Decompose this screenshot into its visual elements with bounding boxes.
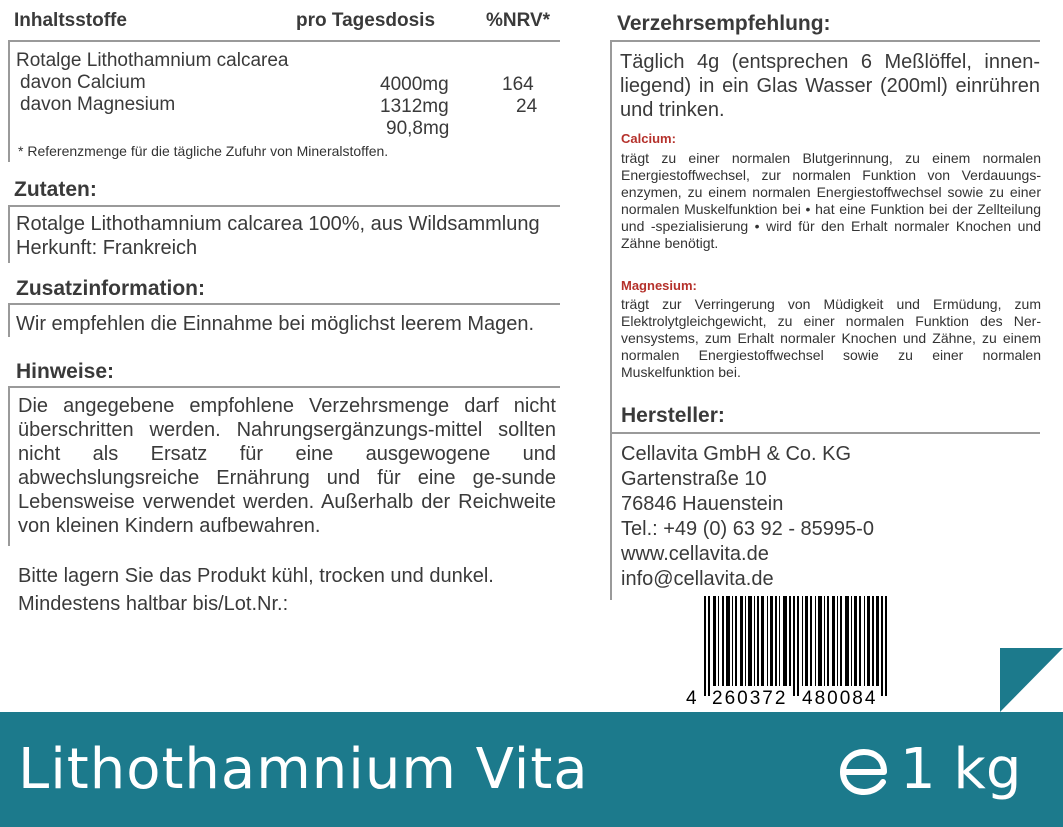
additional-info-text: Wir empfehlen die Einnahme bei möglichst leerem Magen. — [16, 313, 535, 335]
row-lithothamnium-label: Rotalge Lithothamnium calcarea — [16, 50, 289, 71]
row-lithothamnium-value: 4000mg — [380, 74, 449, 95]
row-magnesium-nrv: 24 — [516, 96, 538, 117]
recommendation-heading: Verzehrsempfehlung: — [617, 12, 831, 35]
row-magnesium-label: davon Magnesium — [20, 94, 176, 115]
recommendation-rule — [610, 40, 1040, 42]
row-calcium-value: 1312mg — [380, 96, 449, 117]
storage-text: Bitte lagern Sie das Produkt kühl, trocken und dunkel. — [18, 565, 494, 587]
row-magnesium-value: 90,8mg — [386, 118, 450, 139]
ingredients-line1: Rotalge Lithothamnium calcarea 100%, aus Wildsammlung — [16, 213, 540, 235]
additional-info-heading: Zusatzinformation: — [16, 277, 205, 300]
nrv-footnote: * Referenzmenge für die tägliche Zufuhr von Mineralstoffen. — [18, 143, 389, 159]
nrv-column-header: %NRV* — [486, 10, 551, 31]
nutrients-heading: Inhaltsstoffe — [14, 10, 127, 31]
manufacturer-website[interactable]: www.cellavita.de — [621, 543, 769, 565]
ean-barcode — [686, 596, 920, 716]
manufacturer-email[interactable]: info@cellavita.de — [621, 568, 774, 590]
barcode-digits-right: 480084 — [802, 688, 878, 709]
row-calcium-nrv: 164 — [502, 74, 534, 95]
magnesium-heading: Magnesium: — [621, 278, 697, 293]
additional-info-rule — [8, 303, 560, 305]
recommendation-text: Täglich 4g (entsprechen 6 Meßlöffel, innen-liegend) in ein Glas Wasser (200ml) einrühren und trinken. — [620, 51, 1040, 121]
ingredients-left-border — [8, 205, 10, 263]
nutrients-header-rule — [8, 40, 560, 42]
ingredients-rule — [8, 205, 560, 207]
manufacturer-street: Gartenstraße 10 — [621, 468, 767, 490]
notes-left-border — [8, 386, 10, 546]
ingredients-heading: Zutaten: — [14, 178, 97, 201]
barcode-digits-left: 260372 — [712, 688, 788, 709]
product-name: Lithothamnium Vita — [18, 737, 589, 802]
corner-accent-shape — [1000, 648, 1063, 712]
ingredients-origin: Herkunft: Frankreich — [16, 237, 198, 259]
magnesium-text: trägt zur Verringerung von Müdigkeit und Ermüdung, zum Elektrolytgleichgewicht, zu einer normalen Funktion des Ner-vensystems, zum Erhalt normaler Knochen und Zähne, zu einem normalen Energiestoffwechsel sowie zu einer normalen Muskelfunktion bei. — [621, 296, 1041, 380]
manufacturer-heading: Hersteller: — [621, 404, 725, 427]
additional-info-left-border — [8, 303, 10, 337]
estimated-sign-icon — [838, 748, 890, 801]
dose-column-header: pro Tagesdosis — [296, 10, 436, 31]
product-weight: 1 kg — [900, 737, 1022, 802]
nutrients-left-border — [8, 40, 10, 162]
manufacturer-phone: Tel.: +49 (0) 63 92 - 85995-0 — [621, 518, 874, 540]
calcium-text: trägt zu einer normalen Blutgerinnung, zu einem normalen Energiestoffwechsel, zur normalen Funktion von Verdauungs-enzymen, zu einem normalen Energiestoffwechsel sowie zu einer normalen Muskelfunktion bei • hat eine Funktion bei der Zellteilung und -spezialisierung • wird für den Erhalt normaler Knochen und Zähne benötigt. — [621, 150, 1041, 251]
right-column-border — [610, 40, 612, 600]
notes-heading: Hinweise: — [16, 360, 115, 383]
manufacturer-company: Cellavita GmbH & Co. KG — [621, 443, 852, 465]
manufacturer-city: 76846 Hauenstein — [621, 493, 784, 515]
notes-text: Die angegebene empfohlene Verzehrsmenge darf nicht überschritten werden. Nahrungsergänzungs-mittel sollten nicht als Ersatz für eine ausgewogene und abwechslungsreiche Ernährung und für eine ge-sunde Lebensweise verwendet werden. Außerhalb der Reichweite von kleinen Kindern aufbewahren. — [18, 395, 556, 537]
manufacturer-rule — [610, 432, 1040, 434]
notes-rule — [8, 386, 560, 388]
expiry-text: Mindestens haltbar bis/Lot.Nr.: — [18, 593, 289, 615]
calcium-heading: Calcium: — [621, 131, 676, 146]
barcode-digit-lead: 4 — [686, 688, 697, 709]
row-calcium-label: davon Calcium — [20, 72, 146, 93]
